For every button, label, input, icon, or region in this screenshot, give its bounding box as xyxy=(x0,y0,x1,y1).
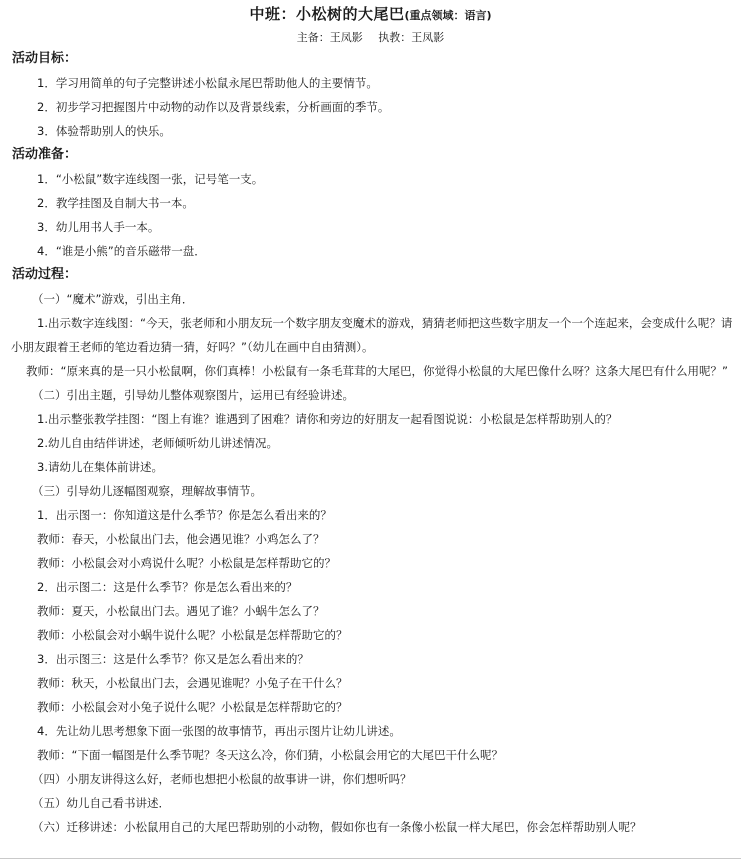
prep-item: 1．“小松鼠”数字连线图一张，记号笔一支。 xyxy=(37,172,264,186)
process-line: 教师：秋天，小松鼠出门去，会遇见谁呢？小兔子在干什么？ xyxy=(37,676,348,690)
document-title xyxy=(0,0,741,25)
goals-heading: 活动目标： xyxy=(12,51,78,66)
process-line: 教师：小松鼠会对小鸡说什么呢？小松鼠是怎样帮助它的？ xyxy=(37,556,336,570)
process-line: 2.幼儿自由结伴讲述，老师倾听幼儿讲述情况。 xyxy=(37,436,278,450)
author-line xyxy=(0,29,741,47)
prep-item: 2．教学挂图及自制大书一本。 xyxy=(37,196,194,210)
page-bottom-divider xyxy=(0,858,741,859)
process-line: 4．先让幼儿思考想象下面一张图的故事情节，再出示图片让幼儿讲述。 xyxy=(37,724,401,738)
process-step-heading: （四）小朋友讲得这么好，老师也想把小松鼠的故事讲一讲，你们想听吗？ xyxy=(32,772,412,786)
prep-item: 3．幼儿用书人手一本。 xyxy=(37,220,160,234)
process-line: 教师：小松鼠会对小兔子说什么呢？小松鼠是怎样帮助它的？ xyxy=(37,700,348,714)
process-line: 3.请幼儿在集体前讲述。 xyxy=(37,460,163,474)
process-line: 2．出示图二：这是什么季节？你是怎么看出来的？ xyxy=(37,580,298,594)
process-line: 3．出示图三：这是什么季节？你又是怎么看出来的？ xyxy=(37,652,309,666)
lead-teacher: 执教：王凤影 xyxy=(378,31,445,44)
process-step-heading: （一）“魔术”游戏，引出主角． xyxy=(32,292,194,306)
process-line: 1．出示图一：你知道这是什么季节？你是怎么看出来的？ xyxy=(37,508,332,522)
goal-item: 2．初步学习把握图片中动物的动作以及背景线索，分析画面的季节。 xyxy=(37,100,390,114)
goal-item: 3．体验帮助别人的快乐。 xyxy=(37,124,171,138)
host-teacher: 主备：王凤影 xyxy=(296,31,363,44)
process-step-heading: （六）迁移讲述：小松鼠用自己的大尾巴帮助别的小动物，假如你也有一条像小松鼠一样大尾巴，你会怎样帮助别人呢？ xyxy=(32,820,642,834)
process-step-heading: （二）引出主题，引导幼儿整体观察图片，运用已有经验讲述。 xyxy=(32,388,354,402)
process-line: 教师：小松鼠会对小蜗牛说什么呢？小松鼠是怎样帮助它的？ xyxy=(37,628,348,642)
process-paragraph: 1.出示数字连线图：“今天，张老师和小朋友玩一个数字朋友变魔术的游戏，猜猜老师把这些数字朋友一个一个连起来，会变成什么呢？请小朋友跟着王老师的笔边看边猜一猜，好吗？”（幼儿在画中自由猜测）。 xyxy=(11,316,733,354)
process-step-heading: （三）引导幼儿逐幅图观察，理解故事情节。 xyxy=(32,484,262,498)
title-subject-area: (重点领域：语言) xyxy=(404,9,492,22)
title-main: 中班：小松树的大尾巴 xyxy=(249,5,405,23)
process-step-heading: （五）幼儿自己看书讲述． xyxy=(32,796,170,810)
process-line: 1.出示整张教学挂图：“图上有谁？谁遇到了困难？请你和旁边的好朋友一起看图说说：小松鼠是怎样帮助别人的？ xyxy=(37,412,618,426)
process-heading: 活动过程： xyxy=(12,267,78,282)
process-paragraph: 教师：“原来真的是一只小松鼠啊，你们真棒！小松鼠有一条毛茸茸的大尾巴，你觉得小松鼠的大尾巴像什么呀？这条大尾巴有什么用呢？” xyxy=(26,364,728,378)
prep-heading: 活动准备： xyxy=(12,147,78,162)
goal-item: 1．学习用简单的句子完整讲述小松鼠永尾巴帮助他人的主要情节。 xyxy=(37,76,378,90)
process-line: 教师：夏天，小松鼠出门去。遇见了谁？小蜗牛怎么了？ xyxy=(37,604,325,618)
process-line: 教师：春天，小松鼠出门去，他会遇见谁？小鸡怎么了？ xyxy=(37,532,325,546)
process-line: 教师：“下面一幅图是什么季节呢？冬天这么冷，你们猜，小松鼠会用它的大尾巴干什么呢？ xyxy=(37,748,503,762)
prep-item: 4．“谁是小熊”的音乐磁带一盘． xyxy=(37,244,206,258)
